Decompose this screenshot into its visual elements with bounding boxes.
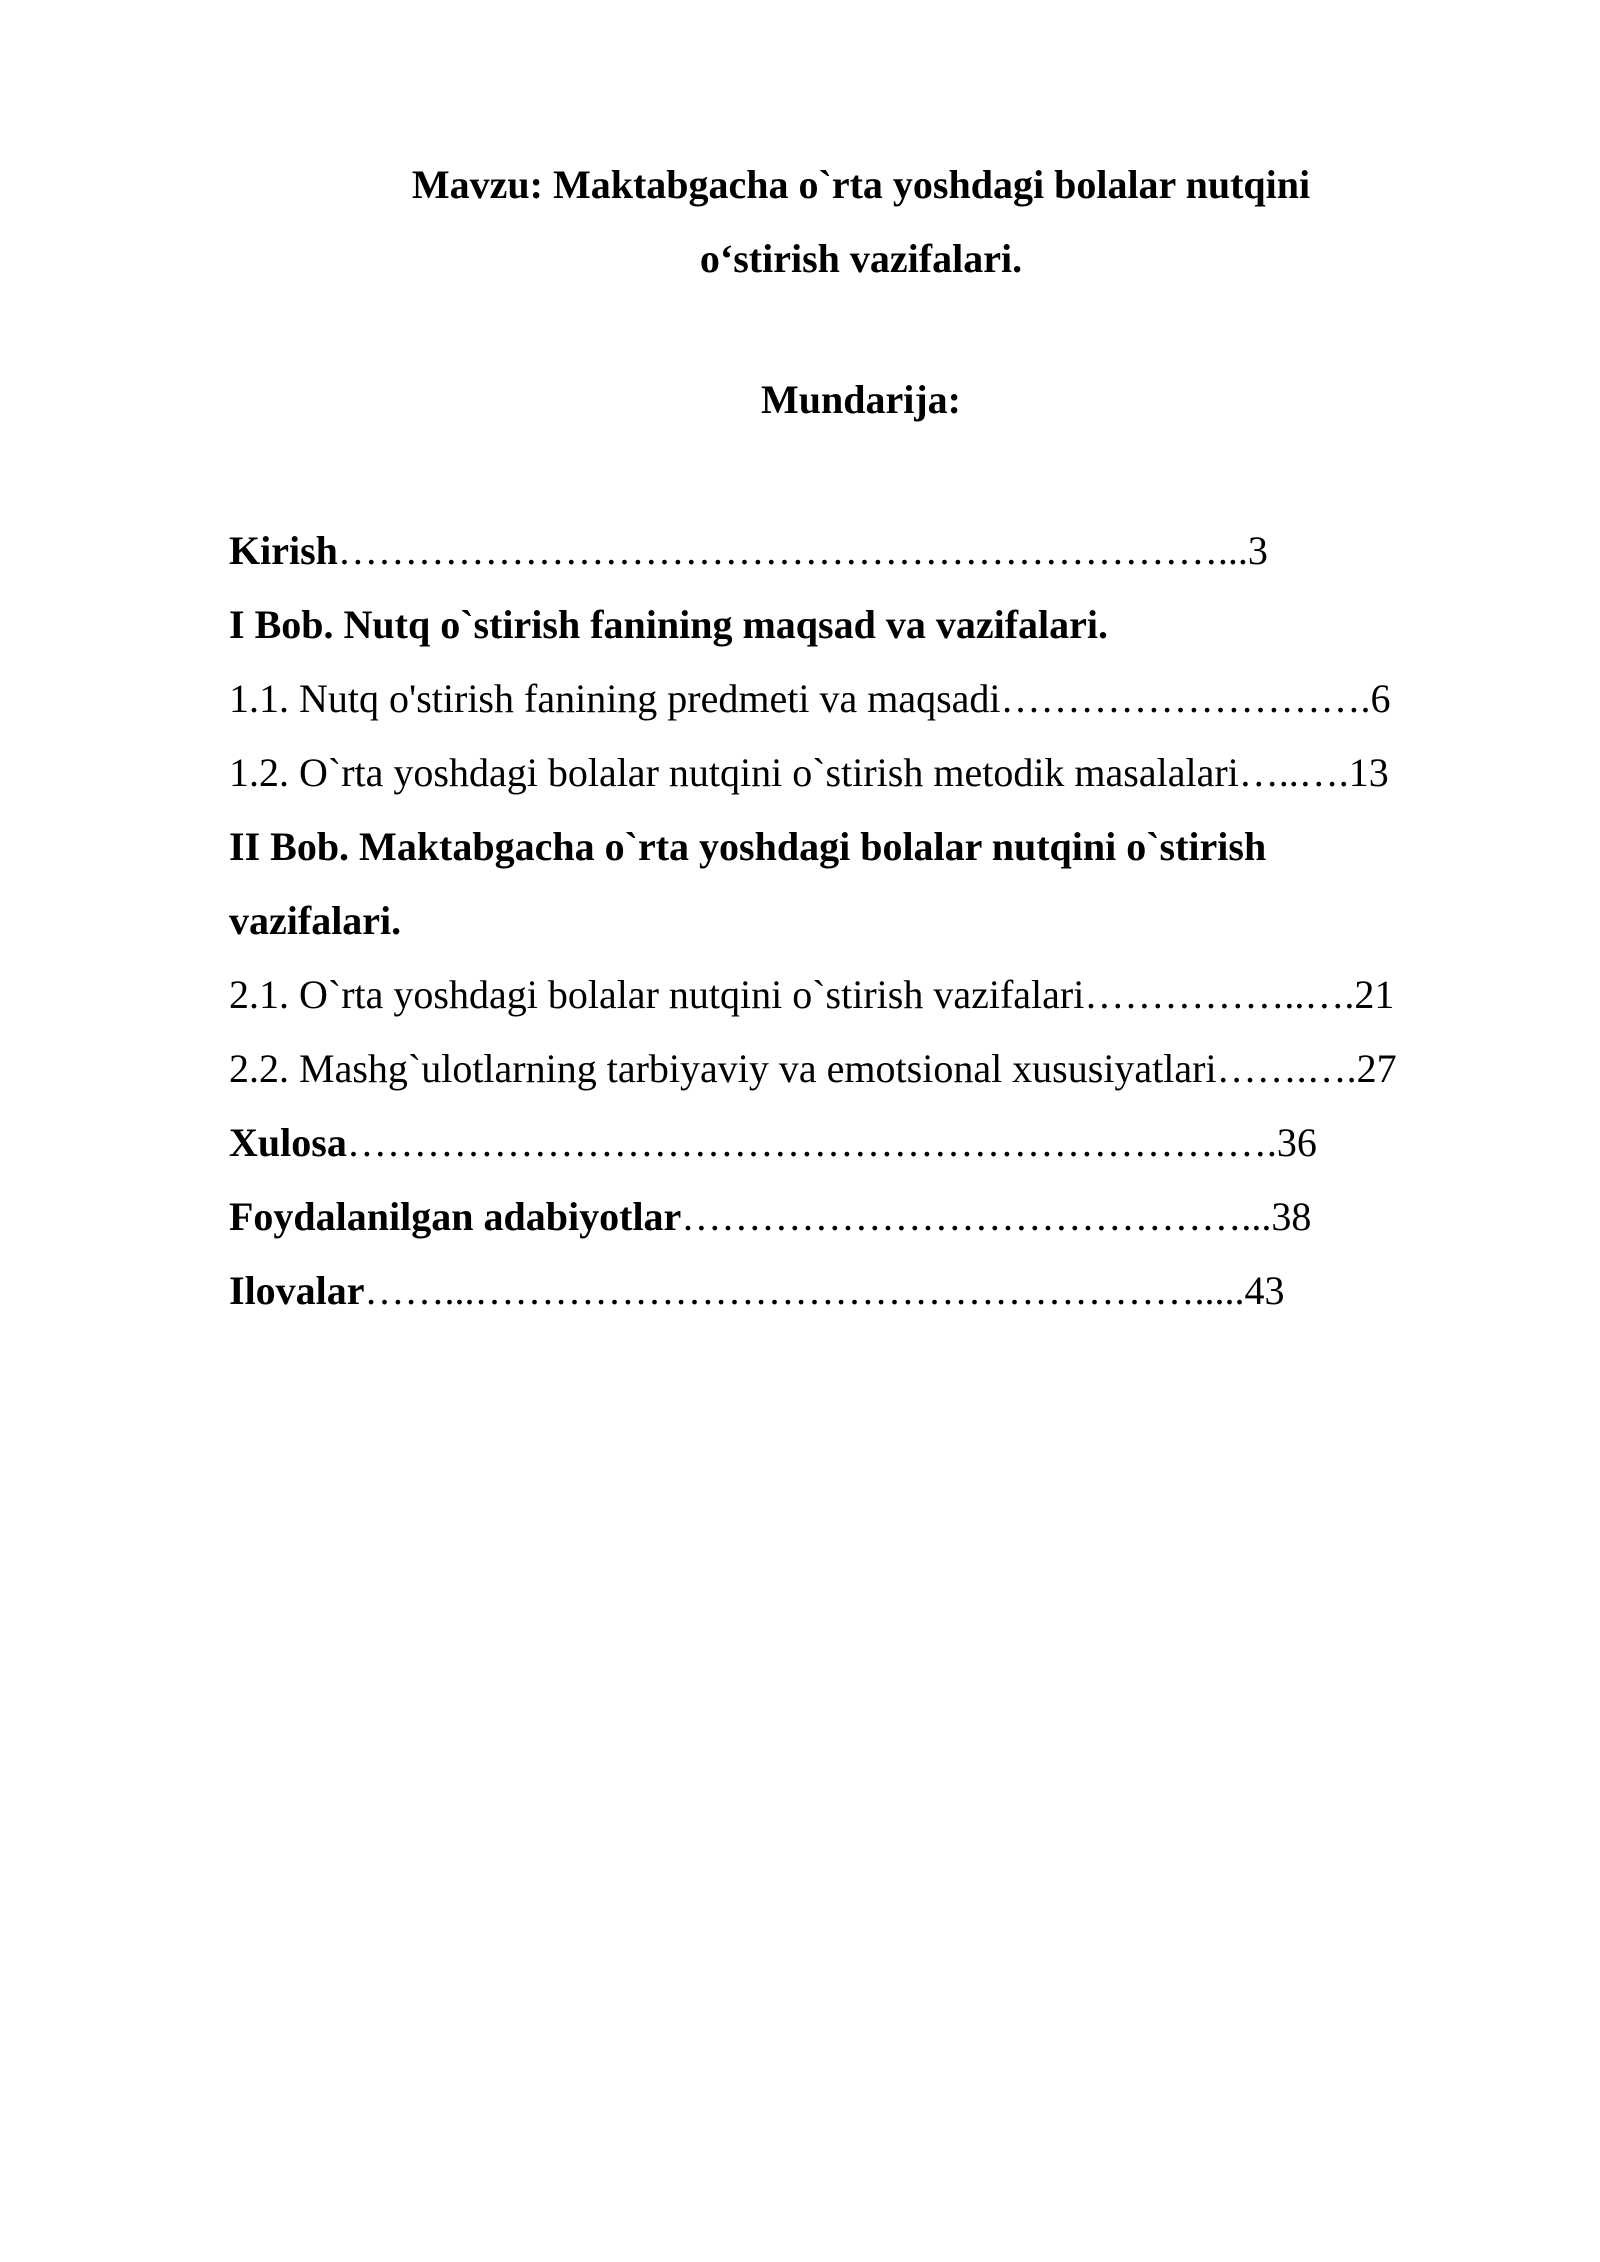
toc-entry-references (229, 1189, 1529, 1263)
toc-entry-chapter-2 (229, 819, 1529, 893)
toc-page-number: 38 (1271, 1194, 1312, 1239)
toc-entry-label: Xulosa (229, 1120, 347, 1165)
table-of-contents (229, 523, 1529, 1337)
toc-page-number: 6 (1370, 676, 1391, 721)
toc-page-number: 27 (1356, 1046, 1397, 1091)
toc-entry-label: vazifalari. (229, 898, 402, 943)
toc-dot-leader: …………………………………………………………... (337, 528, 1248, 573)
document-title (0, 148, 1600, 296)
toc-entry-label: 2.2. Mashg`ulotlarning tarbiyaviy va emotsional xususiyatlari (229, 1046, 1217, 1091)
toc-dot-leader: …….…. (1216, 1046, 1357, 1091)
toc-entry-appendices (229, 1263, 1529, 1337)
toc-heading: Mundarija: (761, 377, 961, 422)
toc-page-number: 21 (1354, 972, 1395, 1017)
toc-entry-label: 2.1. O`rta yoshdagi bolalar nutqini o`stirish vazifalari (229, 972, 1085, 1017)
toc-entry-section-2-2 (229, 1041, 1529, 1115)
toc-entry-label: Ilovalar (229, 1268, 365, 1313)
toc-entry-label: Foydalanilgan adabiyotlar (229, 1194, 682, 1239)
toc-dot-leader: …..…. (1238, 750, 1349, 795)
toc-dot-leader: ……………………………………………………………. (346, 1120, 1277, 1165)
toc-page-number: 43 (1244, 1268, 1285, 1313)
toc-page-number: 36 (1276, 1120, 1317, 1165)
title-line-2: o‘stirish vazifalari. (699, 236, 1023, 281)
toc-entry-label: 1.2. O`rta yoshdagi bolalar nutqini o`stirish metodik masalalari (229, 750, 1239, 795)
toc-entry-kirish (229, 523, 1529, 597)
toc-page-number: 13 (1348, 750, 1389, 795)
toc-dot-leader: ……………………………………... (681, 1194, 1272, 1239)
toc-dot-leader: ……………..…. (1084, 972, 1355, 1017)
title-line-1: Mavzu: Maktabgacha o`rta yoshdagi bolalar nutqini (411, 162, 1311, 207)
toc-entry-label: II Bob. Maktabgacha o`rta yoshdagi bolalar nutqini o`stirish (229, 824, 1267, 869)
toc-entry-xulosa (229, 1115, 1529, 1189)
toc-entry-label: I Bob. Nutq o`stirish fanining maqsad va vazifalari. (229, 602, 1109, 647)
toc-entry-section-1-1 (229, 671, 1529, 745)
toc-dot-leader: ……...………………………………………………..... (364, 1268, 1245, 1313)
toc-entry-section-2-1 (229, 967, 1529, 1041)
toc-entry-chapter-1 (229, 597, 1529, 671)
toc-entry-label: 1.1. Nutq o'stirish fanining predmeti va maqsadi (229, 676, 1001, 721)
toc-dot-leader: ………………………. (1000, 676, 1371, 721)
toc-entry-label: Kirish (229, 528, 338, 573)
toc-page-number: 3 (1247, 528, 1268, 573)
toc-entry-section-1-2 (229, 745, 1529, 819)
toc-entry-chapter-2-continued (229, 893, 1529, 967)
